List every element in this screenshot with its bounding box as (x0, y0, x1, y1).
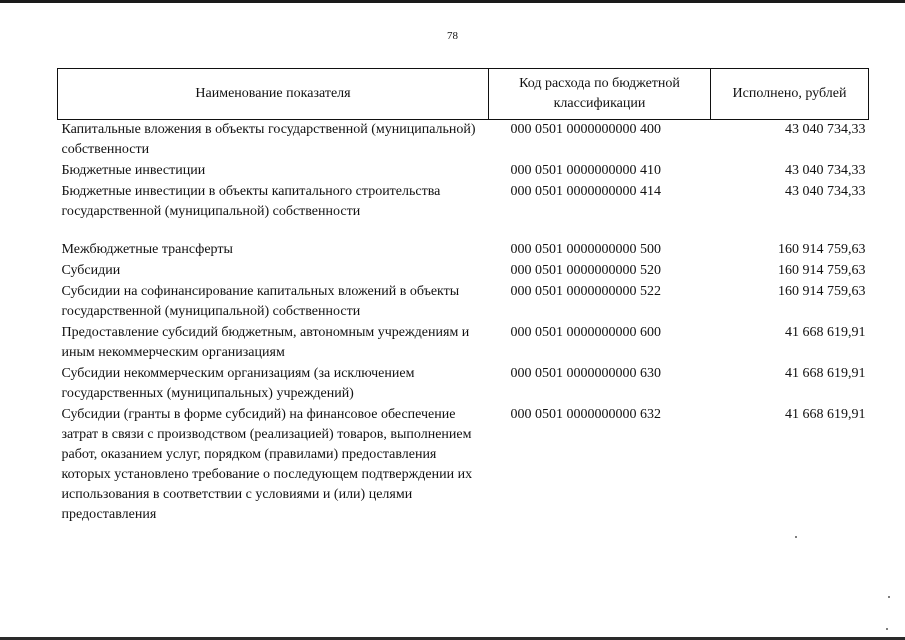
row-name: Межбюджетные трансферты (61, 242, 233, 257)
row-name: Субсидии (гранты в форме субсидий) на финансовое обеспечение затрат в связи с производством (реализацией) товаров, выполнением работ, оказанием услуг, порядком (правилами) предоставления которых установлено требование о последующем подтверждении их использования в соответствии с условиями и (или) целями предоставления (61, 407, 473, 522)
row-amount: 160 914 759,63 (778, 242, 866, 257)
row-name: Субсидии (61, 263, 121, 278)
table-header (58, 69, 869, 120)
row-amount: 43 040 734,33 (785, 122, 866, 137)
table-row (58, 261, 869, 282)
row-amount: 41 668 619,91 (785, 325, 866, 340)
row-name: Предоставление субсидий бюджетным, автономным учреждениям и иным некоммерческим организациям (61, 325, 470, 360)
table-row (58, 161, 869, 182)
scan-speck (888, 596, 890, 598)
table-row (58, 240, 869, 261)
table-row (58, 364, 869, 405)
row-code: 000 0501 0000000000 414 (510, 184, 661, 199)
header-code: Код расхода по бюджетной классификации (489, 69, 711, 120)
row-amount: 41 668 619,91 (785, 407, 866, 422)
row-name: Капитальные вложения в объекты государственной (муниципальной) собственности (61, 122, 476, 157)
expenditure-table (57, 68, 869, 526)
row-code: 000 0501 0000000000 632 (510, 407, 661, 422)
row-code: 000 0501 0000000000 500 (510, 242, 661, 257)
row-code: 000 0501 0000000000 400 (510, 122, 661, 137)
page-number: 78 (447, 30, 458, 42)
row-code: 000 0501 0000000000 520 (510, 263, 661, 278)
scan-top-edge (0, 0, 905, 3)
row-name: Субсидии некоммерческим организациям (за исключением государственных (муниципальных) учреждений) (61, 366, 415, 401)
row-amount: 43 040 734,33 (785, 163, 866, 178)
row-name: Бюджетные инвестиции (61, 163, 206, 178)
row-amount: 160 914 759,63 (778, 284, 866, 299)
scan-speck (886, 628, 888, 630)
header-amount: Исполнено, рублей (711, 69, 869, 120)
row-amount: 160 914 759,63 (778, 263, 866, 278)
header-name: Наименование показателя (58, 69, 489, 120)
scan-speck (795, 536, 797, 538)
row-code: 000 0501 0000000000 522 (510, 284, 661, 299)
row-name: Субсидии на софинансирование капитальных вложений в объекты государственной (муниципальной) собственности (61, 284, 460, 319)
row-name: Бюджетные инвестиции в объекты капитального строительства государственной (муниципальной) собственности (61, 184, 441, 219)
table-row (58, 405, 869, 526)
table-row (58, 323, 869, 364)
table-body (58, 120, 869, 527)
table-row (58, 120, 869, 162)
row-code: 000 0501 0000000000 410 (510, 163, 661, 178)
row-code: 000 0501 0000000000 630 (510, 366, 661, 381)
table-row (58, 182, 869, 240)
row-code: 000 0501 0000000000 600 (510, 325, 661, 340)
table-row (58, 282, 869, 323)
table-header-row (58, 69, 869, 120)
row-amount: 43 040 734,33 (785, 184, 866, 199)
row-amount: 41 668 619,91 (785, 366, 866, 381)
